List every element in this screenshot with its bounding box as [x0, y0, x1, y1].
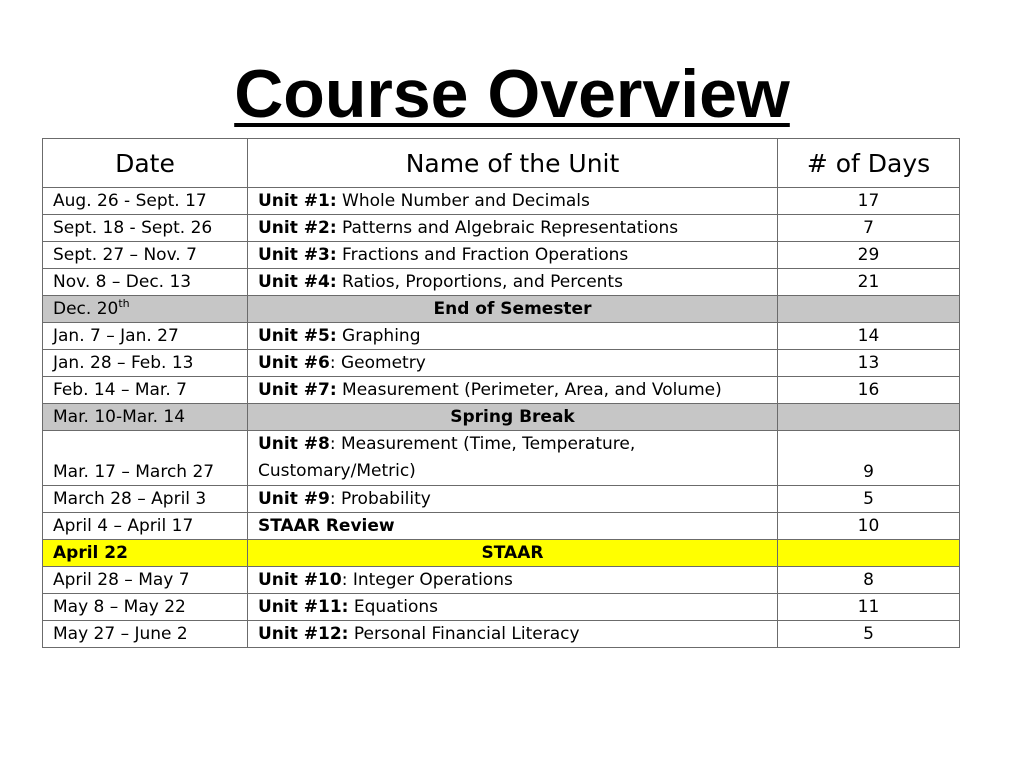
table-row [43, 621, 960, 648]
event-cell: STAAR [248, 540, 778, 567]
header-date: Date [43, 139, 248, 188]
unit-label: Unit #12: [258, 624, 349, 644]
event-row-end-of-semester [43, 296, 960, 323]
unit-cell [248, 486, 778, 513]
date-text: Dec. 20 [53, 299, 119, 319]
unit-cell [248, 513, 778, 540]
unit-cell [248, 188, 778, 215]
date-cell: Jan. 28 – Feb. 13 [43, 350, 248, 377]
date-cell: Aug. 26 - Sept. 17 [43, 188, 248, 215]
header-unit: Name of the Unit [248, 139, 778, 188]
date-cell: Jan. 7 – Jan. 27 [43, 323, 248, 350]
table-row [43, 242, 960, 269]
unit-label: STAAR Review [258, 516, 395, 536]
event-cell: Spring Break [248, 404, 778, 431]
unit-cell [248, 350, 778, 377]
table-row [43, 188, 960, 215]
date-superscript: th [118, 297, 130, 310]
date-cell: Feb. 14 – Mar. 7 [43, 377, 248, 404]
header-row [43, 139, 960, 188]
days-cell: 11 [778, 594, 960, 621]
days-cell: 14 [778, 323, 960, 350]
event-row-staar [43, 540, 960, 567]
header-days: # of Days [778, 139, 960, 188]
unit-cell [248, 621, 778, 648]
course-schedule-table [42, 138, 960, 648]
days-cell: 16 [778, 377, 960, 404]
unit-label: Unit #6 [258, 353, 330, 373]
unit-label: Unit #2: [258, 218, 337, 238]
date-cell: April 28 – May 7 [43, 567, 248, 594]
unit-name: Personal Financial Literacy [348, 624, 580, 644]
unit-cell [248, 215, 778, 242]
date-cell: Mar. 17 – March 27 [43, 431, 248, 486]
page-title [0, 52, 1024, 136]
days-cell: 29 [778, 242, 960, 269]
table-row [43, 594, 960, 621]
unit-name: Patterns and Algebraic Representations [336, 218, 679, 238]
unit-name: Whole Number and Decimals [336, 191, 590, 211]
unit-cell [248, 594, 778, 621]
unit-name: : Measurement (Time, Temperature, Customary/Metric) [258, 434, 636, 481]
date-cell: April 4 – April 17 [43, 513, 248, 540]
unit-name: : Integer Operations [341, 570, 513, 590]
table-row [43, 269, 960, 296]
unit-cell [248, 431, 778, 486]
days-cell: 17 [778, 188, 960, 215]
event-cell: End of Semester [248, 296, 778, 323]
date-cell: May 27 – June 2 [43, 621, 248, 648]
date-cell: Mar. 10-Mar. 14 [43, 404, 248, 431]
date-cell: Sept. 27 – Nov. 7 [43, 242, 248, 269]
table-row [43, 323, 960, 350]
table-row [43, 431, 960, 486]
table-row [43, 215, 960, 242]
days-cell: 10 [778, 513, 960, 540]
days-cell [778, 296, 960, 323]
unit-name: Measurement (Perimeter, Area, and Volume) [336, 380, 722, 400]
page-title-text: Course Overview [234, 56, 790, 132]
unit-cell [248, 269, 778, 296]
days-cell [778, 540, 960, 567]
table-row [43, 377, 960, 404]
unit-label: Unit #3: [258, 245, 337, 265]
days-cell: 5 [778, 486, 960, 513]
days-cell: 13 [778, 350, 960, 377]
unit-label: Unit #1: [258, 191, 337, 211]
unit-label: Unit #9 [258, 489, 330, 509]
table-row [43, 350, 960, 377]
unit-name: Equations [348, 597, 439, 617]
date-cell: March 28 – April 3 [43, 486, 248, 513]
table-row [43, 486, 960, 513]
table-row [43, 567, 960, 594]
unit-name: Graphing [336, 326, 421, 346]
date-cell [43, 296, 248, 323]
unit-label: Unit #7: [258, 380, 337, 400]
unit-label: Unit #10 [258, 570, 342, 590]
unit-name: : Geometry [329, 353, 426, 373]
days-cell: 7 [778, 215, 960, 242]
unit-cell [248, 377, 778, 404]
date-cell: Nov. 8 – Dec. 13 [43, 269, 248, 296]
table-row [43, 513, 960, 540]
date-cell: Sept. 18 - Sept. 26 [43, 215, 248, 242]
event-row-spring-break [43, 404, 960, 431]
unit-label: Unit #5: [258, 326, 337, 346]
unit-cell [248, 242, 778, 269]
unit-label: Unit #11: [258, 597, 349, 617]
unit-name: : Probability [329, 489, 431, 509]
unit-label: Unit #8 [258, 434, 330, 454]
unit-name: Ratios, Proportions, and Percents [336, 272, 623, 292]
unit-name: Fractions and Fraction Operations [336, 245, 629, 265]
days-cell: 21 [778, 269, 960, 296]
unit-label: Unit #4: [258, 272, 337, 292]
unit-cell [248, 323, 778, 350]
date-cell: May 8 – May 22 [43, 594, 248, 621]
date-cell: April 22 [43, 540, 248, 567]
days-cell: 5 [778, 621, 960, 648]
days-cell: 8 [778, 567, 960, 594]
days-cell: 9 [778, 431, 960, 486]
days-cell [778, 404, 960, 431]
unit-cell [248, 567, 778, 594]
